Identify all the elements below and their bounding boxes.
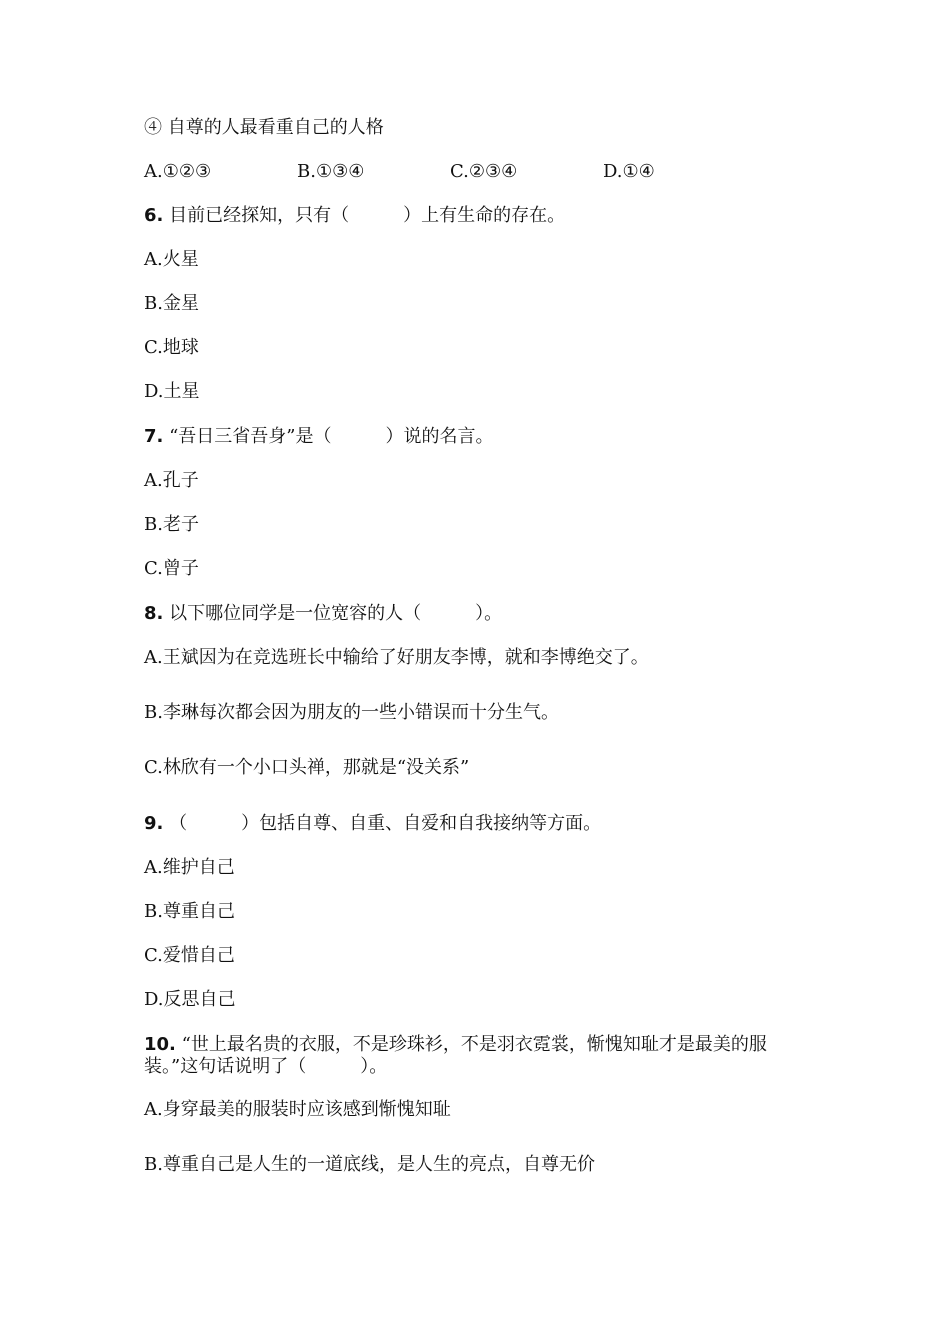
q5-option-d[interactable]: D.①④ (603, 161, 655, 182)
q8-option-a[interactable]: A.王斌因为在竞选班长中输给了好朋友李博，就和李博绝交了。 (144, 647, 649, 668)
q6-option-d[interactable]: D.土星 (144, 381, 200, 402)
question-9 (144, 812, 601, 836)
q10-option-a[interactable]: A.身穿最美的服装时应该感到惭愧知耻 (144, 1099, 451, 1120)
question-7 (144, 425, 494, 449)
question-number: 9. (144, 813, 164, 834)
question-text: 以下哪位同学是一位宽容的人（ ）。 (169, 603, 503, 624)
q5-option-c[interactable]: C.②③④ (450, 161, 518, 182)
statement-item-4: ④ 自尊的人最看重自己的人格 (144, 117, 384, 138)
q5-option-b[interactable]: B.①③④ (297, 161, 365, 182)
question-text: 目前已经探知，只有（ ）上有生命的存在。 (169, 205, 566, 226)
question-text-line2: 装。”这句话说明了（ ）。 (144, 1056, 388, 1077)
q5-option-a[interactable]: A.①②③ (144, 161, 212, 182)
q7-option-b[interactable]: B.老子 (144, 514, 199, 535)
q8-option-b[interactable]: B.李琳每次都会因为朋友的一些小错误而十分生气。 (144, 702, 559, 723)
question-text-line1: “世上最名贵的衣服，不是珍珠衫，不是羽衣霓裳，惭愧知耻才是最美的服 (181, 1034, 767, 1055)
q6-option-c[interactable]: C.地球 (144, 337, 199, 358)
q9-option-c[interactable]: C.爱惜自己 (144, 945, 235, 966)
question-text: “吾日三省吾身”是（ ）说的名言。 (169, 426, 494, 447)
question-number: 7. (144, 426, 164, 447)
question-8 (144, 602, 502, 626)
question-number: 6. (144, 205, 164, 226)
q8-option-c[interactable]: C.林欣有一个小口头禅，那就是“没关系” (144, 757, 470, 778)
q7-option-c[interactable]: C.曾子 (144, 558, 199, 579)
question-number: 8. (144, 603, 164, 624)
q10-option-b[interactable]: B.尊重自己是人生的一道底线，是人生的亮点，自尊无价 (144, 1154, 595, 1175)
question-text: （ ）包括自尊、自重、自爱和自我接纳等方面。 (169, 813, 602, 834)
q7-option-a[interactable]: A.孔子 (144, 470, 199, 491)
question-number: 10. (144, 1034, 176, 1055)
question-10 (144, 1033, 767, 1057)
q5-options (0, 160, 950, 184)
q9-option-a[interactable]: A.维护自己 (144, 857, 235, 878)
q6-option-a[interactable]: A.火星 (144, 249, 199, 270)
question-6 (144, 204, 565, 228)
q6-option-b[interactable]: B.金星 (144, 293, 199, 314)
q9-option-b[interactable]: B.尊重自己 (144, 901, 235, 922)
q9-option-d[interactable]: D.反思自己 (144, 989, 236, 1010)
